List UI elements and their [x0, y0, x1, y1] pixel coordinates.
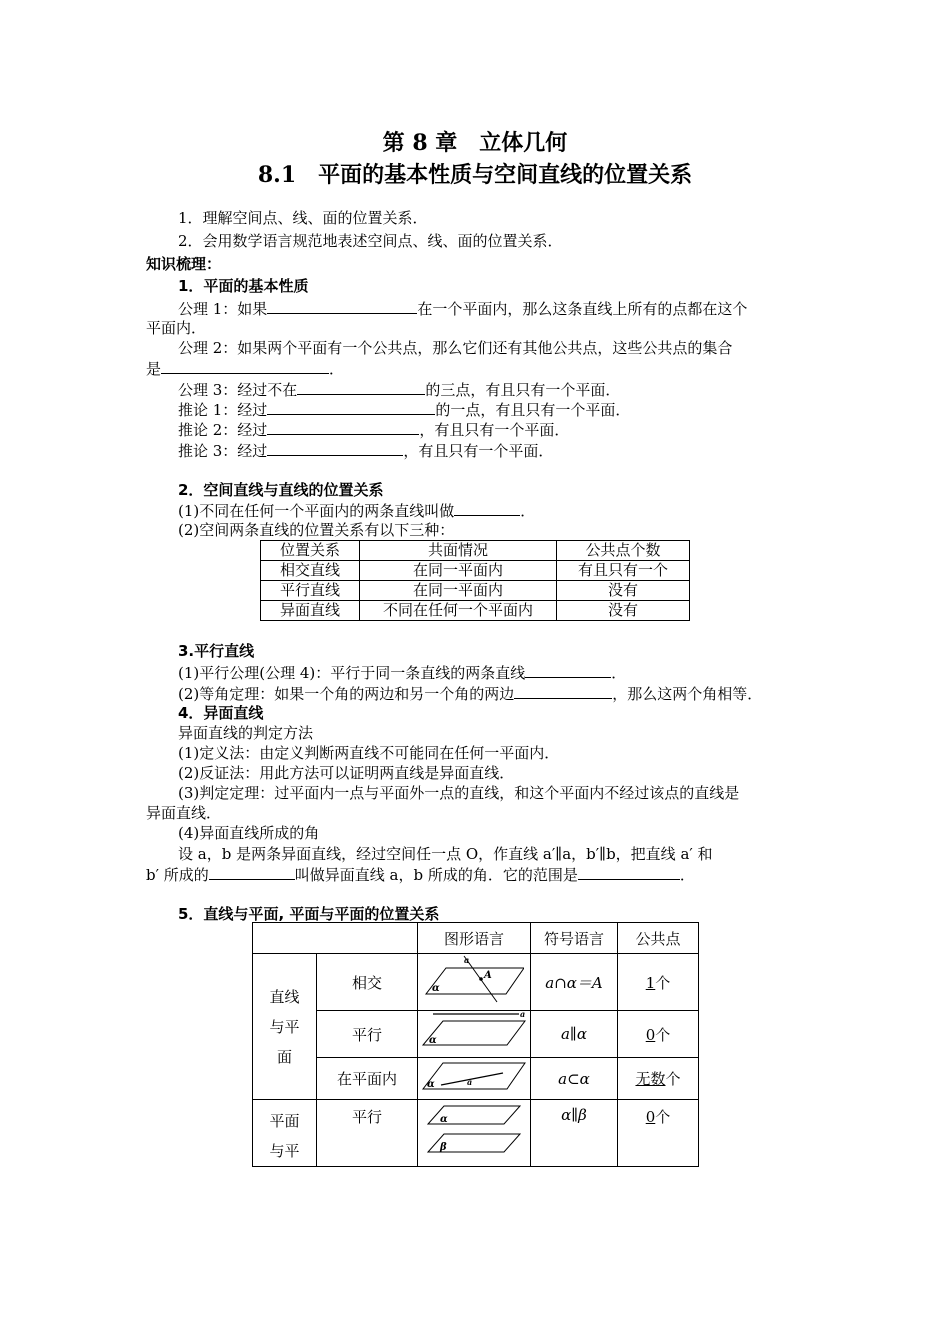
in-plane-figure	[419, 1059, 529, 1095]
s4-line0: 异面直线的判定方法	[178, 724, 314, 742]
figure-cell	[418, 954, 531, 1011]
count-cell	[618, 1058, 699, 1100]
s4-line5: 设 a，b 是两条异面直线，经过空间任一点 O，作直线 a′∥a，b′∥b，把直线 a′ 和	[178, 845, 713, 863]
s4-line1: (1)定义法：由定义判断两直线不可能同在任何一平面内．	[178, 744, 560, 762]
label-a: a	[520, 1011, 526, 1019]
table-cell: 在同一平面内	[360, 561, 557, 581]
count-cell	[618, 1100, 699, 1167]
s3-heading: 3.平行直线	[178, 642, 255, 660]
table-cell: 有且只有一个	[557, 561, 690, 581]
table-cell: 没有	[557, 581, 690, 601]
symbol-cell	[531, 1100, 618, 1167]
symbol-cell	[531, 1058, 618, 1100]
axiom-2: 公理 2：如果两个平面有一个公共点，那么它们还有其他公共点，这些公共点的集合	[178, 339, 733, 357]
symbol-text: a⊂α	[558, 1069, 590, 1088]
s2-text-b: ．	[520, 502, 536, 520]
cor1-text-a: 推论 1：经过	[178, 401, 268, 419]
blank	[267, 399, 435, 415]
s4-text-a: b′ 所成的	[146, 866, 209, 884]
count-value: 无数	[635, 1070, 666, 1088]
relation-cell: 平行	[317, 1011, 418, 1058]
figure-cell	[418, 1011, 531, 1058]
s2-heading: 2．空间直线与直线的位置关系	[178, 481, 384, 499]
cor3-text-a: 推论 3：经过	[178, 442, 268, 460]
count-cell	[618, 954, 699, 1011]
section-title: 8.1 平面的基本性质与空间直线的位置关系	[257, 162, 693, 188]
label-A: A	[484, 970, 492, 981]
s4-line4: (4)异面直线所成的角	[178, 824, 320, 842]
count-unit: 个	[665, 1070, 681, 1088]
s4-line3-cont: 异面直线．	[146, 804, 222, 822]
group-label-part: 直线	[269, 987, 300, 1006]
corollary-2	[178, 419, 569, 440]
axiom2-text-b: 是	[146, 360, 162, 378]
s3-text-c: (2)等角定理：如果一个角的两边和另一个角的两边	[178, 685, 515, 703]
s3-line1	[178, 662, 626, 683]
s4-line2: (2)反证法：用此方法可以证明两直线是异面直线．	[178, 764, 515, 782]
label-alpha: α	[432, 983, 440, 994]
goal-2: 2．会用数学语言规范地表述空间点、线、面的位置关系．	[178, 232, 563, 250]
count-value: 1	[645, 973, 656, 992]
line-plane-table	[252, 922, 699, 1167]
count-cell	[618, 1011, 699, 1058]
blank	[267, 298, 417, 314]
table-cell: 不同在任何一个平面内	[360, 601, 557, 621]
axiom-3	[178, 379, 620, 400]
chapter-title: 第 8 章 立体几何	[382, 130, 568, 156]
count-unit: 个	[655, 1108, 671, 1126]
label-alpha: α	[440, 1114, 448, 1125]
s2-line1	[178, 500, 535, 521]
group-label-part: 面	[276, 1047, 292, 1066]
table-row	[261, 601, 690, 621]
group-label-line-plane	[253, 954, 317, 1100]
parallel-planes-figure	[424, 1102, 524, 1160]
axiom3-text-a: 公理 3：经过不在	[178, 381, 298, 399]
blank	[525, 662, 611, 678]
figure-cell	[418, 1058, 531, 1100]
count-unit: 个	[655, 973, 671, 992]
count-unit: 个	[655, 1025, 671, 1044]
relation-cell: 相交	[317, 954, 418, 1011]
table-cell: 平行直线	[261, 581, 360, 601]
label-alpha: α	[429, 1035, 437, 1046]
table-header: 图形语言	[418, 923, 531, 954]
table-cell: 相交直线	[261, 561, 360, 581]
s3-line2	[178, 683, 762, 704]
table-header: 位置关系	[261, 541, 360, 561]
corollary-1	[178, 399, 630, 420]
cor1-text-b: 的一点，有且只有一个平面．	[435, 401, 631, 419]
cor3-text-b: ，有且只有一个平面．	[403, 442, 554, 460]
symbol-text: α∥β	[561, 1106, 587, 1124]
cor2-text-b: ，有且只有一个平面．	[419, 421, 570, 439]
s2-text-a: (1)不同在任何一个平面内的两条直线叫做	[178, 502, 455, 520]
count-value: 0	[645, 1025, 656, 1044]
table-header: 符号语言	[531, 923, 618, 954]
s4-line6	[146, 864, 695, 885]
axiom1-text-a: 公理 1：如果	[178, 300, 268, 318]
plane-alpha-shape	[423, 1063, 525, 1089]
blank	[578, 864, 680, 880]
axiom1-cont: 平面内．	[146, 319, 207, 337]
group-label-part: 与平	[269, 1142, 300, 1160]
figure-cell	[418, 1100, 531, 1167]
axiom2-text-c: ．	[329, 360, 345, 378]
goal-1: 1．理解空间点、线、面的位置关系．	[178, 209, 428, 227]
s3-text-a: (1)平行公理(公理 4)：平行于同一条直线的两条直线	[178, 664, 526, 682]
symbol-text: a∩α＝A	[545, 973, 603, 992]
corollary-3	[178, 440, 553, 461]
table-row	[253, 1058, 699, 1100]
s5-heading: 5．直线与平面, 平面与平面的位置关系	[178, 905, 440, 923]
label-beta: β	[440, 1142, 447, 1153]
count-value: 0	[645, 1108, 656, 1126]
s4-heading: 4．异面直线	[178, 704, 264, 722]
table-row	[261, 581, 690, 601]
group-label-part: 与平	[269, 1017, 300, 1036]
s4-text-b: 叫做异面直线 a，b 所成的角．它的范围是	[294, 866, 578, 884]
blank	[297, 379, 425, 395]
blank	[267, 419, 419, 435]
plane-alpha-shape	[423, 1021, 525, 1045]
table-row	[253, 1011, 699, 1058]
table-header-row	[261, 541, 690, 561]
blank	[454, 500, 520, 516]
s1-heading: 1．平面的基本性质	[178, 277, 309, 295]
table-row	[261, 561, 690, 581]
table-row	[253, 1100, 699, 1167]
table-header: 公共点	[618, 923, 699, 954]
s2-line2: (2)空间两条直线的位置关系有以下三种：	[178, 521, 455, 539]
relation-cell: 在平面内	[317, 1058, 418, 1100]
knowledge-heading: 知识梳理：	[146, 255, 222, 273]
axiom3-text-b: 的三点，有且只有一个平面．	[425, 381, 621, 399]
blank	[161, 358, 329, 374]
blank	[267, 440, 403, 456]
axiom-1	[178, 298, 747, 319]
table-cell: 在同一平面内	[360, 581, 557, 601]
table-header	[253, 923, 418, 954]
label-a: a	[467, 1076, 473, 1087]
table-row	[253, 954, 699, 1011]
axiom2-cont	[146, 358, 344, 379]
blank	[209, 864, 295, 880]
table-header-row	[253, 923, 699, 954]
table-header: 共面情况	[360, 541, 557, 561]
table-header: 公共点个数	[557, 541, 690, 561]
table-cell: 没有	[557, 601, 690, 621]
group-label-plane-plane	[253, 1100, 317, 1167]
line-relation-table	[260, 540, 690, 621]
blank	[514, 683, 612, 699]
group-label-part: 平面	[269, 1112, 300, 1130]
relation-cell: 平行	[317, 1100, 418, 1167]
point-A-shape	[479, 977, 483, 981]
s4-line3: (3)判定定理：过平面内一点与平面外一点的直线，和这个平面内不经过该点的直线是	[178, 784, 740, 802]
s3-text-d: ，那么这两个角相等．	[612, 685, 763, 703]
label-a: a	[464, 955, 470, 965]
parallel-figure	[419, 1011, 529, 1053]
s4-text-c: ．	[679, 866, 695, 884]
cor2-text-a: 推论 2：经过	[178, 421, 268, 439]
symbol-cell	[531, 1011, 618, 1058]
s3-text-b: ．	[611, 664, 627, 682]
label-alpha: α	[427, 1078, 435, 1090]
axiom1-text-b: 在一个平面内，那么这条直线上所有的点都在这个	[417, 300, 748, 318]
symbol-text: a∥α	[560, 1025, 587, 1043]
table-cell: 异面直线	[261, 601, 360, 621]
symbol-cell	[531, 954, 618, 1011]
intersect-figure	[424, 954, 524, 1006]
